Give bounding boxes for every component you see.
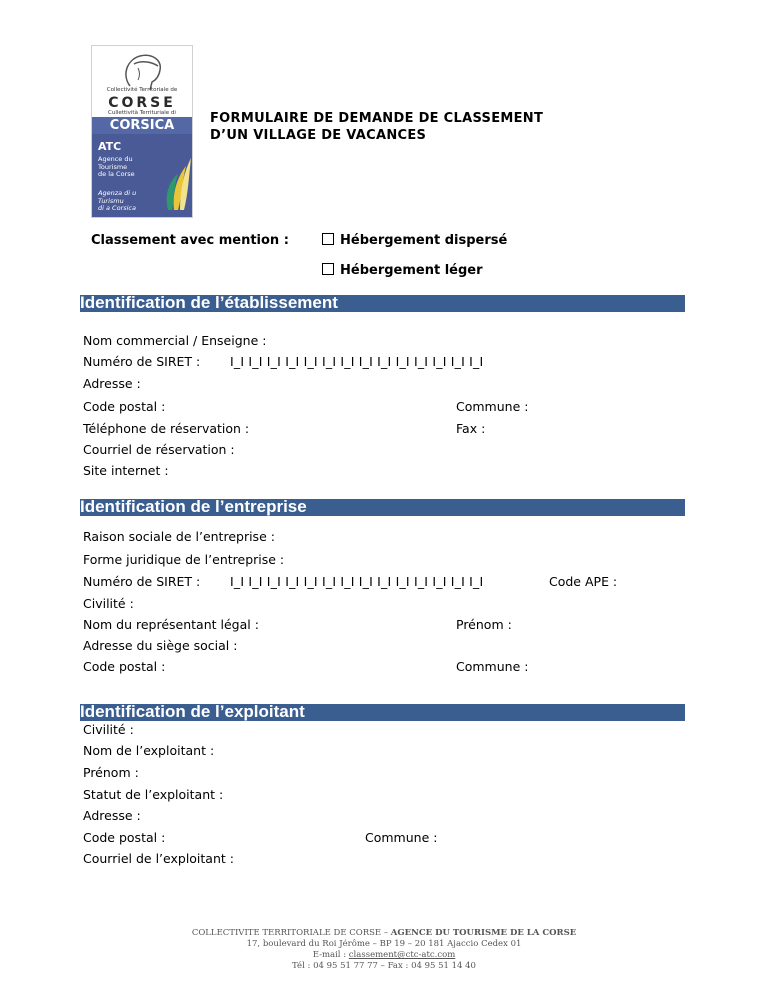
commune-label: Commune : <box>456 399 529 414</box>
section-etablissement <box>80 295 685 312</box>
logo-corse: CORSE <box>108 95 176 111</box>
site-label: Site internet : <box>83 463 169 478</box>
section-entreprise <box>80 499 685 516</box>
option-dispersed[interactable] <box>322 233 507 248</box>
forme-juridique-label: Forme juridique de l’entreprise : <box>83 552 285 567</box>
footer-line1 <box>0 928 768 939</box>
classement-label: Classement avec mention : <box>91 233 289 248</box>
logo-corsica: CORSICA <box>92 117 192 134</box>
adresse-label: Adresse : <box>83 376 141 391</box>
code-postal-label: Code postal : <box>83 399 166 414</box>
form-title-line2: D’UN VILLAGE DE VACANCES <box>210 128 427 143</box>
logo-small-top: Collectivité Territoriale de <box>106 87 178 93</box>
checkbox-dispersed[interactable] <box>322 233 334 245</box>
logo-atc: ATC <box>98 140 122 153</box>
section-exploitant-title: Identification de l’exploitant <box>80 702 305 721</box>
prenom-label: Prénom : <box>456 617 512 632</box>
footer-email-label: E-mail : <box>312 950 349 960</box>
courriel-label: Courriel de réservation : <box>83 442 235 457</box>
logo-small-mid: Cullettività Territuriale di <box>108 110 176 116</box>
siret-label-2: Numéro de SIRET : <box>83 574 201 589</box>
footer-atc: AGENCE DU TOURISME DE LA CORSE <box>390 928 577 938</box>
telephone-label: Téléphone de réservation : <box>83 421 250 436</box>
siret-boxes-2[interactable]: I_I I_I I_I I_I I_I I_I I_I I_I I_I I_I I_I I_I I_I I_I <box>230 574 484 589</box>
code-postal-label-2: Code postal : <box>83 659 166 674</box>
raison-sociale-label: Raison sociale de l’entreprise : <box>83 529 275 544</box>
fax-label: Fax : <box>456 421 486 436</box>
nom-representant-label: Nom du représentant légal : <box>83 617 259 632</box>
atc-logo <box>91 45 193 218</box>
civilite-label-3: Civilité : <box>83 722 134 737</box>
nom-exploitant-label: Nom de l’exploitant : <box>83 743 215 758</box>
checkbox-light[interactable] <box>322 263 334 275</box>
commune-label-2: Commune : <box>456 659 529 674</box>
footer-ctc: COLLECTIVITE TERRITORIALE DE CORSE – <box>191 928 391 938</box>
nom-commercial-label: Nom commercial / Enseigne : <box>83 333 267 348</box>
courriel-exploitant-label: Courriel de l’exploitant : <box>83 851 234 866</box>
prenom-label-3: Prénom : <box>83 765 139 780</box>
section-exploitant <box>80 704 685 721</box>
adresse-label-3: Adresse : <box>83 808 141 823</box>
footer-email-line <box>0 950 768 961</box>
code-ape-label: Code APE : <box>549 574 618 589</box>
form-title <box>210 110 543 144</box>
footer-address: 17, boulevard du Roi Jérôme – BP 19 – 20 181 Ajaccio Cedex 01 <box>246 939 522 949</box>
adresse-siege-label: Adresse du siège social : <box>83 638 238 653</box>
footer-phone: Tél : 04 95 51 77 77 – Fax : 04 95 51 14 40 <box>292 961 476 971</box>
option-dispersed-label: Hébergement dispersé <box>340 233 508 248</box>
footer <box>0 928 768 972</box>
section-entreprise-title: Identification de l’entreprise <box>80 497 307 516</box>
siret-boxes[interactable]: I_I I_I I_I I_I I_I I_I I_I I_I I_I I_I I_I I_I I_I I_I <box>230 354 484 369</box>
option-light[interactable] <box>322 263 483 278</box>
logo-agenza: Agenza di u Turismu di a Corsica <box>98 189 137 212</box>
footer-email-link[interactable]: classement@ctc-atc.com <box>348 950 456 960</box>
civilite-label: Civilité : <box>83 596 134 611</box>
commune-label-3: Commune : <box>365 830 438 845</box>
logo-bottom-area <box>92 134 192 217</box>
form-title-line1: FORMULAIRE DE DEMANDE DE CLASSEMENT <box>210 111 544 126</box>
section-etablissement-title: Identification de l’établissement <box>80 293 338 312</box>
logo-agency: Agence du Tourisme de la Corse <box>98 155 135 178</box>
siret-label: Numéro de SIRET : <box>83 354 201 369</box>
statut-label: Statut de l’exploitant : <box>83 787 224 802</box>
flame-stripes-icon <box>162 150 192 212</box>
option-light-label: Hébergement léger <box>340 263 483 278</box>
code-postal-label-3: Code postal : <box>83 830 166 845</box>
